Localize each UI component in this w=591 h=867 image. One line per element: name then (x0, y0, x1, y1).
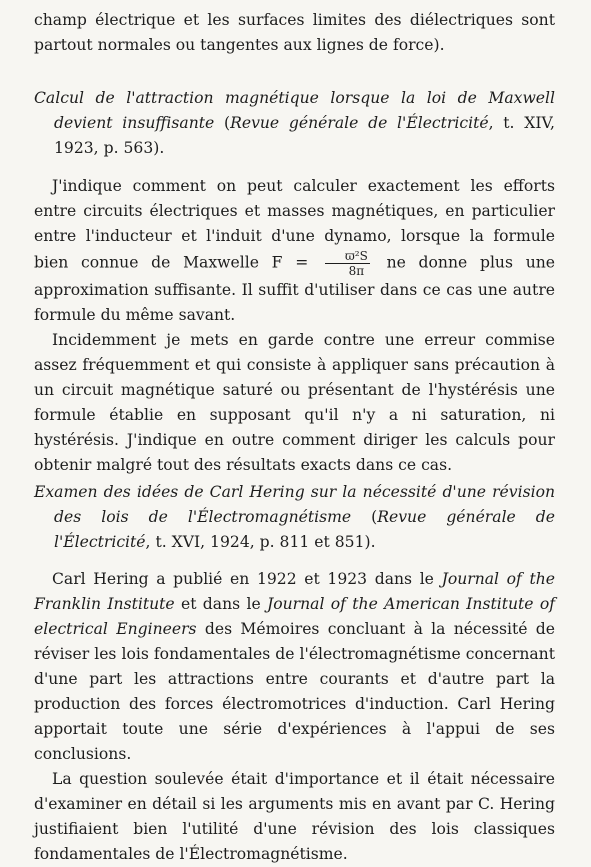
section-1-paragraph-2: Incidemment je mets en garde contre une erreur commise assez fréquemment et qui consiste à appliquer sans précaution à un circuit magnétique saturé ou présentant de l'hystérésis une formule établie en supposant qu'il n'y a ni saturation, ni hystérésis. J'indique en outre comment diriger les calculs pour obtenir malgré tout des résultats exacts dans ce cas. (34, 331, 555, 474)
section-2-paragraph-2: La question soulevée était d'importance et il était nécessaire d'examiner en détail si les arguments mis en avant par C. Hering justifiaient bien l'utilité d'une révision des lois classiques fondamentales de l'Électromagnétisme. (34, 770, 555, 863)
continuation-text: champ électrique et les surfaces limites des diélectriques sont partout normales ou tangentes aux lignes de force). (34, 11, 555, 54)
section-2-reference: , t. XVI, 1924, p. 811 et 851). (145, 533, 376, 551)
formula-denominator: 8π (348, 264, 365, 278)
section-1-heading: Calcul de l'attraction magnétique lorsque la loi de Maxwell devient insuffisante (Revue générale de l'Électricité, t. XIV, 1923, p. 563). (34, 89, 556, 157)
section-2-title (34, 480, 555, 555)
section-2-journal: Revue générale de l'Électricité (54, 508, 556, 551)
section-1-title (34, 86, 555, 161)
formula-numerator: ϖ²S (325, 249, 370, 264)
section-2-title-text: Examen des idées de Carl Hering sur la nécessité d'une révision des lois de l'Électromagnétisme (34, 483, 555, 526)
section-1-journal: Revue générale de l'Électricité (230, 114, 489, 132)
section-2-heading: Examen des idées de Carl Hering sur la nécessité d'une révision des lois de l'Électromagnétisme (Revue générale de l'Électricité, t. XVI, 1924, p. 811 et 851). (34, 483, 556, 551)
section-1-title-text: Calcul de l'attraction magnétique lorsque la loi de Maxwell devient insuffisante (34, 89, 555, 132)
continuation-paragraph (34, 8, 555, 58)
section-2-paragraph-1: Carl Hering a publié en 1922 et 1923 dans le Journal of the Franklin Institute et dans le Journal of the American Institute of electrical Engineers des Mémoires concluant à la nécessité de réviser les lois fondamentales de l'électromagnétisme concernant d'une part les attractions entre courants et d'autre part la production des forces électromotrices d'induction. Carl Hering apportait toute une série d'expériences à l'appui de ses conclusions. (34, 570, 556, 763)
journal-franklin: Journal of the Franklin Institute (34, 570, 556, 613)
section-1-paragraph-1: J'indique comment on peut calculer exactement les efforts entre circuits électriques et masses magnétiques, en particulier entre l'inducteur et l'induit d'une dynamo, lorsque la formule bien connue de Maxwelle F = $\frac{\text{ϖ²S}}{8\pi}$ ne donne plus une approximation suffisante. Il suffit d'utiliser dans ce cas une autre formule du même savant. (34, 177, 556, 324)
journal-aiee: Journal of the American Institute of electrical Engineers (34, 595, 555, 638)
maxwell-formula (325, 249, 370, 278)
section-1-reference: , t. XIV, 1923, p. 563). (54, 114, 556, 157)
section-2-body (34, 567, 555, 867)
section-1-body (34, 174, 555, 478)
